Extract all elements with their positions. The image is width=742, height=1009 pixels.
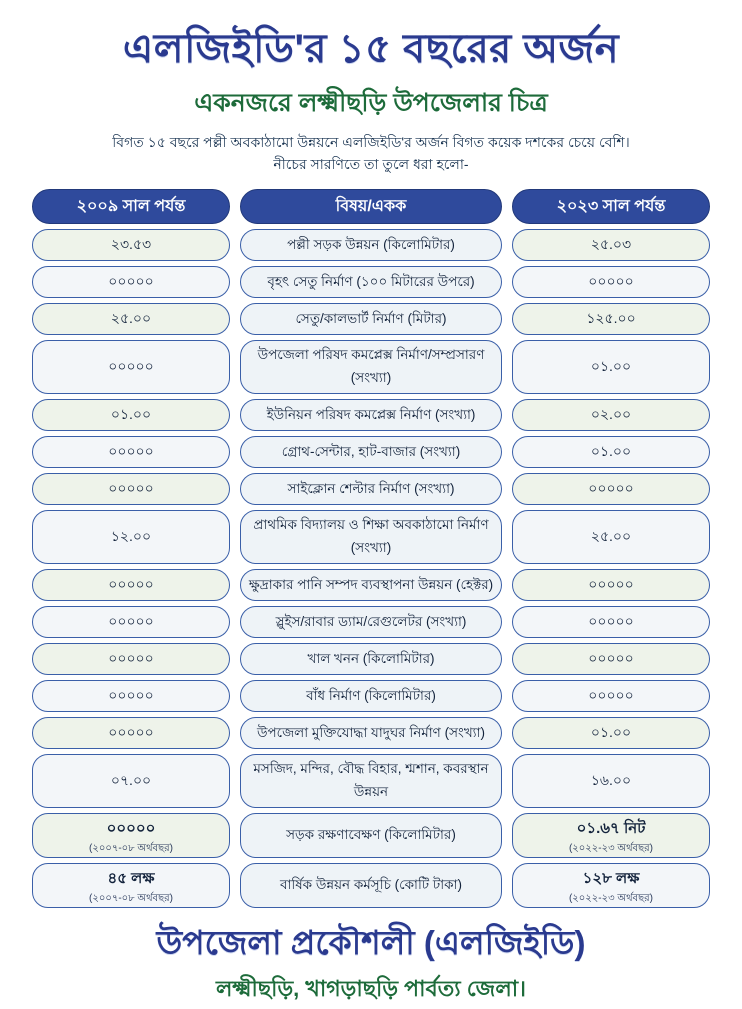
cell-item [240,863,502,908]
cell-2009-value: ০০০০০ [108,576,154,593]
table-row [32,229,710,261]
cell-item [240,340,502,394]
cell-2009-value: ০১.০০ [110,406,152,423]
cell-2023-value: ০০০০০ [588,613,634,630]
table-body [32,229,710,908]
cell-2009-value: ০০০০০ [108,687,154,704]
cell-2009 [32,813,230,858]
cell-2023-value: ০০০০০ [588,650,634,667]
cell-item-value: উপজেলা পরিষদ কমপ্লেক্স নির্মাণ/সম্প্রসারণ (সংখ্যা) [257,347,485,386]
cell-item [240,229,502,261]
page-subtitle: একনজরে লক্ষ্মীছড়ি উপজেলার চিত্র [194,89,548,117]
intro-line-2: নীচের সারণিতে তা তুলে ধরা হলো- [273,155,469,172]
cell-2009 [32,436,230,468]
cell-2023 [512,717,710,749]
cell-item [240,473,502,505]
cell-2009 [32,303,230,335]
cell-item [240,680,502,712]
table-row [32,680,710,712]
cell-item-value: পল্লী সড়ক উন্নয়ন (কিলোমিটার) [287,236,455,252]
cell-2023-value: ১২৫.০০ [586,310,636,327]
cell-2009-note: (২০০৭-০৮ অর্থবছর) [88,893,174,905]
cell-2023 [512,813,710,858]
footer-location: লক্ষ্মীছড়ি, খাগড়াছড়ি পার্বত্য জেলা। [216,976,526,1002]
cell-2009-value: ১২.০০ [110,528,152,545]
cell-2023 [512,340,710,394]
cell-2023 [512,473,710,505]
cell-item-value: গ্রোথ-সেন্টার, হাট-বাজার (সংখ্যা) [281,443,461,459]
cell-item [240,717,502,749]
cell-2009 [32,340,230,394]
table-row [32,303,710,335]
cell-2009 [32,473,230,505]
cell-2023-value: ০২.০০ [590,406,632,423]
table-row [32,436,710,468]
cell-2023 [512,399,710,431]
cell-2009-value: ০৭.০০ [110,772,152,789]
cell-2009-value: ২৩.৫৩ [110,236,152,253]
table-row [32,863,710,908]
cell-2009 [32,266,230,298]
cell-2023 [512,643,710,675]
cell-2023 [512,569,710,601]
cell-2009-value: ০০০০০ [108,273,154,290]
cell-2009-value: ২৫.০০ [110,310,152,327]
cell-item [240,266,502,298]
table-row [32,266,710,298]
cell-item-value: সড়ক রক্ষণাবেক্ষণ (কিলোমিটার) [286,827,456,843]
cell-2009-value: ০০০০০ [108,358,154,375]
cell-2023 [512,863,710,908]
cell-item [240,436,502,468]
cell-item [240,399,502,431]
cell-item-value: খাল খনন (কিলোমিটার) [307,650,435,666]
cell-2023-value: ১৬.০০ [590,772,632,789]
cell-item-value: ক্ষুদ্রাকার পানি সম্পদ ব্যবস্থাপনা উন্নয়ন (হেক্টর) [248,576,494,592]
cell-item [240,510,502,564]
footer-office: উপজেলা প্রকৌশলী (এলজিইডি) [156,924,586,962]
cell-2023-value: ০১.৬৭ নিট [576,820,646,838]
cell-2009-value: ০০০০০ [108,443,154,460]
cell-2023-value: ১২৮ লক্ষ [582,870,640,888]
cell-2023-value: ২৫.০০ [590,528,632,545]
cell-2023-value: ০১.০০ [590,358,632,375]
cell-item-value: প্রাথমিক বিদ্যালয় ও শিক্ষা অবকাঠামো নির্মাণ (সংখ্যা) [253,517,489,556]
table-row [32,340,710,394]
cell-item [240,303,502,335]
column-header-item: বিষয়/একক [240,189,502,224]
cell-2009 [32,717,230,749]
cell-2009 [32,229,230,261]
cell-2023-note: (২০২২-২৩ অর্থবছর) [568,893,654,905]
cell-item [240,643,502,675]
cell-2009-value: ০০০০০ [108,613,154,630]
cell-2009 [32,399,230,431]
column-header-2009: ২০০৯ সাল পর্যন্ত [32,189,230,224]
achievements-table [14,189,728,908]
cell-item-value: বার্ষিক উন্নয়ন কর্মসূচি (কোটি টাকা) [279,877,463,893]
cell-item-value: বৃহৎ সেতু নির্মাণ (১০০ মিটারের উপরে) [267,273,475,289]
page-title: এলজিইডি'র ১৫ বছরের অর্জন [122,27,620,71]
cell-2023-value: ০০০০০ [588,687,634,704]
table-row [32,606,710,638]
table-row [32,717,710,749]
cell-item-value: উপজেলা মুক্তিযোদ্ধা যাদুঘর নির্মাণ (সংখ্যা) [256,724,486,740]
table-row [32,754,710,808]
cell-2023-value: ২৫.০৩ [590,236,632,253]
cell-item [240,813,502,858]
cell-2009 [32,680,230,712]
cell-2009-value: ০০০০০ [106,820,156,838]
cell-item-value: সাইক্লোন শেল্টার নির্মাণ (সংখ্যা) [287,480,455,496]
cell-2023 [512,229,710,261]
cell-item [240,569,502,601]
cell-item-value: স্লুইস/রাবার ড্যাম/রেগুলেটর (সংখ্যা) [275,613,467,629]
cell-2023-value: ০০০০০ [588,576,634,593]
intro-line-1: বিগত ১৫ বছরে পল্লী অবকাঠামো উন্নয়নে এলজিইডি'র অর্জন বিগত কয়েক দশকের চেয়ে বেশি। [112,134,630,150]
cell-2023-value: ০০০০০ [588,273,634,290]
cell-2023 [512,510,710,564]
cell-2023 [512,266,710,298]
cell-2023-value: ০০০০০ [588,480,634,497]
table-row [32,399,710,431]
cell-2023 [512,436,710,468]
cell-item-value: সেতু/কালভার্ট নির্মাণ (মিটার) [295,310,447,326]
cell-2009 [32,754,230,808]
column-header-2023: ২০২৩ সাল পর্যন্ত [512,189,710,224]
cell-2023-value: ০১.০০ [590,724,632,741]
cell-item [240,606,502,638]
cell-2009-value: ০০০০০ [108,724,154,741]
cell-2023 [512,606,710,638]
cell-2023 [512,680,710,712]
cell-2009-value: ৪৫ লক্ষ [107,870,155,888]
table-row [32,510,710,564]
table-row [32,813,710,858]
cell-2009 [32,863,230,908]
cell-2023 [512,303,710,335]
cell-item-value: মসজিদ, মন্দির, বৌদ্ধ বিহার, শ্মশান, কবরস্থান উন্নয়ন [253,761,489,800]
cell-item-value: ইউনিয়ন পরিষদ কমপ্লেক্স নির্মাণ (সংখ্যা) [266,406,476,422]
cell-2009-value: ০০০০০ [108,650,154,667]
cell-2009 [32,510,230,564]
cell-2023 [512,754,710,808]
cell-2023-value: ০১.০০ [590,443,632,460]
cell-2009-value: ০০০০০ [108,480,154,497]
cell-2009 [32,569,230,601]
cell-2009 [32,606,230,638]
table-header-row [32,189,710,224]
table-row [32,643,710,675]
cell-item-value: বাঁধ নির্মাণ (কিলোমিটার) [306,687,436,703]
cell-2009 [32,643,230,675]
table-row [32,569,710,601]
cell-2023-note: (২০২২-২৩ অর্থবছর) [568,843,654,855]
cell-item [240,754,502,808]
intro-text [14,132,728,175]
cell-2009-note: (২০০৭-০৮ অর্থবছর) [88,843,174,855]
table-row [32,473,710,505]
